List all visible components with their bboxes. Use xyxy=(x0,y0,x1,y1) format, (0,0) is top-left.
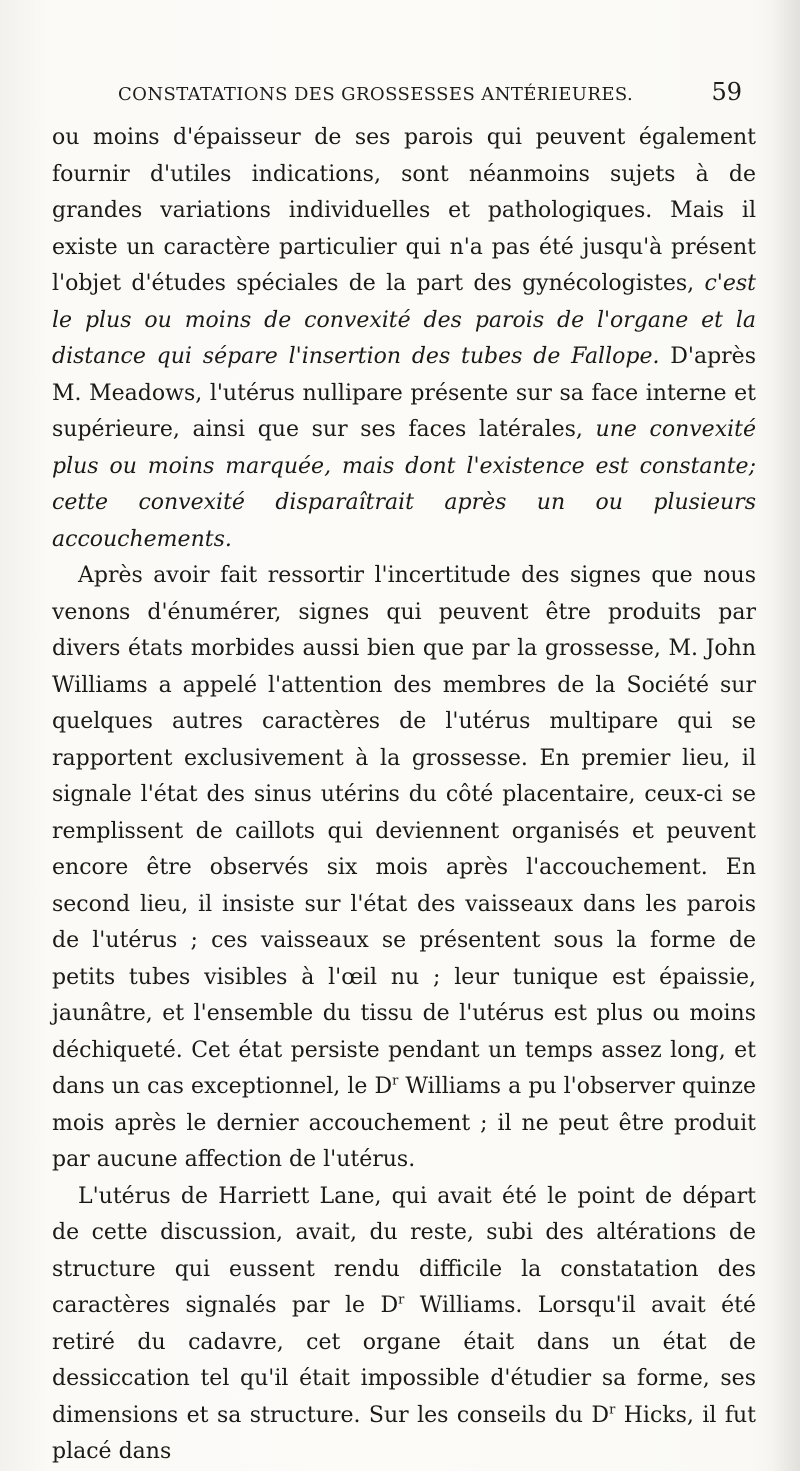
running-title: CONSTATATIONS DES GROSSESSES ANTÉRIEURES. xyxy=(118,84,634,105)
text-segment: Hicks, il fut placé dans xyxy=(52,1402,756,1464)
text-segment: Williams a pu l'observer quinze mois après le dernier accouchement ; il ne peut être produit par aucune affection de l'utérus. xyxy=(52,1074,756,1172)
paragraph-2 xyxy=(52,558,756,1179)
page-number: 59 xyxy=(711,78,742,106)
paragraph-1 xyxy=(52,120,756,558)
text-segment: D'après M. Meadows, l'utérus nullipare présente sur sa face interne et supérieure, ainsi que sur ses faces latérales, xyxy=(52,344,756,442)
superscript: r xyxy=(609,1402,616,1418)
text-segment: L'utérus de Harriett Lane, qui avait été le point de départ de cette discussion, avait, du reste, subi des altérations de structure qui eussent rendu difficile la constatation des caractères signalés par le D xyxy=(52,1183,756,1318)
italic-segment: c'est le plus ou moins de convexité des parois de l'organe et la distance qui sépare l'insertion des tubes de Fallope. xyxy=(52,271,756,369)
paragraph-3 xyxy=(52,1179,756,1471)
running-header xyxy=(52,78,752,118)
page-edge-shadow xyxy=(772,0,800,1471)
text-segment: ou moins d'épaisseur de ses parois qui peuvent également fournir d'utiles indications, sont néanmoins sujets à de grandes variations individuelles et pathologiques. Mais il existe un caractère particulier qui n'a pas été jusqu'à présent l'objet d'études spéciales de la part des gynécologistes, xyxy=(52,125,756,296)
body-text xyxy=(52,120,756,1471)
superscript: r xyxy=(398,1292,405,1308)
text-segment: Après avoir fait ressortir l'incertitude des signes que nous venons d'énumérer, signes qui peuvent être produits par divers états morbides aussi bien que par la grossesse, M. John Williams a appelé l'attention des membres de la Société sur quelques autres caractères de l'utérus multipare qui se rapportent exclusivement à la grossesse. En premier lieu, il signale l'état des sinus utérins du côté placentaire, ceux-ci se remplissent de caillots qui deviennent organisés et peuvent encore être observés six mois après l'accouchement. En second lieu, il insiste sur l'état des vaisseaux dans les parois de l'utérus ; ces vaisseaux se présentent sous la forme de petits tubes visibles à l'œil nu ; leur tunique est épaissie, jaunâtre, et l'ensemble du tissu de l'utérus est plus ou moins déchiqueté. Cet état persiste pendant un temps assez long, et dans un cas exceptionnel, le D xyxy=(52,563,756,1099)
superscript: r xyxy=(392,1073,399,1089)
italic-segment: une convexité plus ou moins marquée, mais dont l'existence est constante; cette convexité disparaîtrait après un ou plusieurs accouchements. xyxy=(52,417,756,552)
text-segment: Williams. Lorsqu'il avait été retiré du cadavre, cet organe était dans un état de dessiccation tel qu'il était impossible d'étudier sa forme, ses dimensions et sa structure. Sur les conseils du D xyxy=(52,1293,756,1428)
